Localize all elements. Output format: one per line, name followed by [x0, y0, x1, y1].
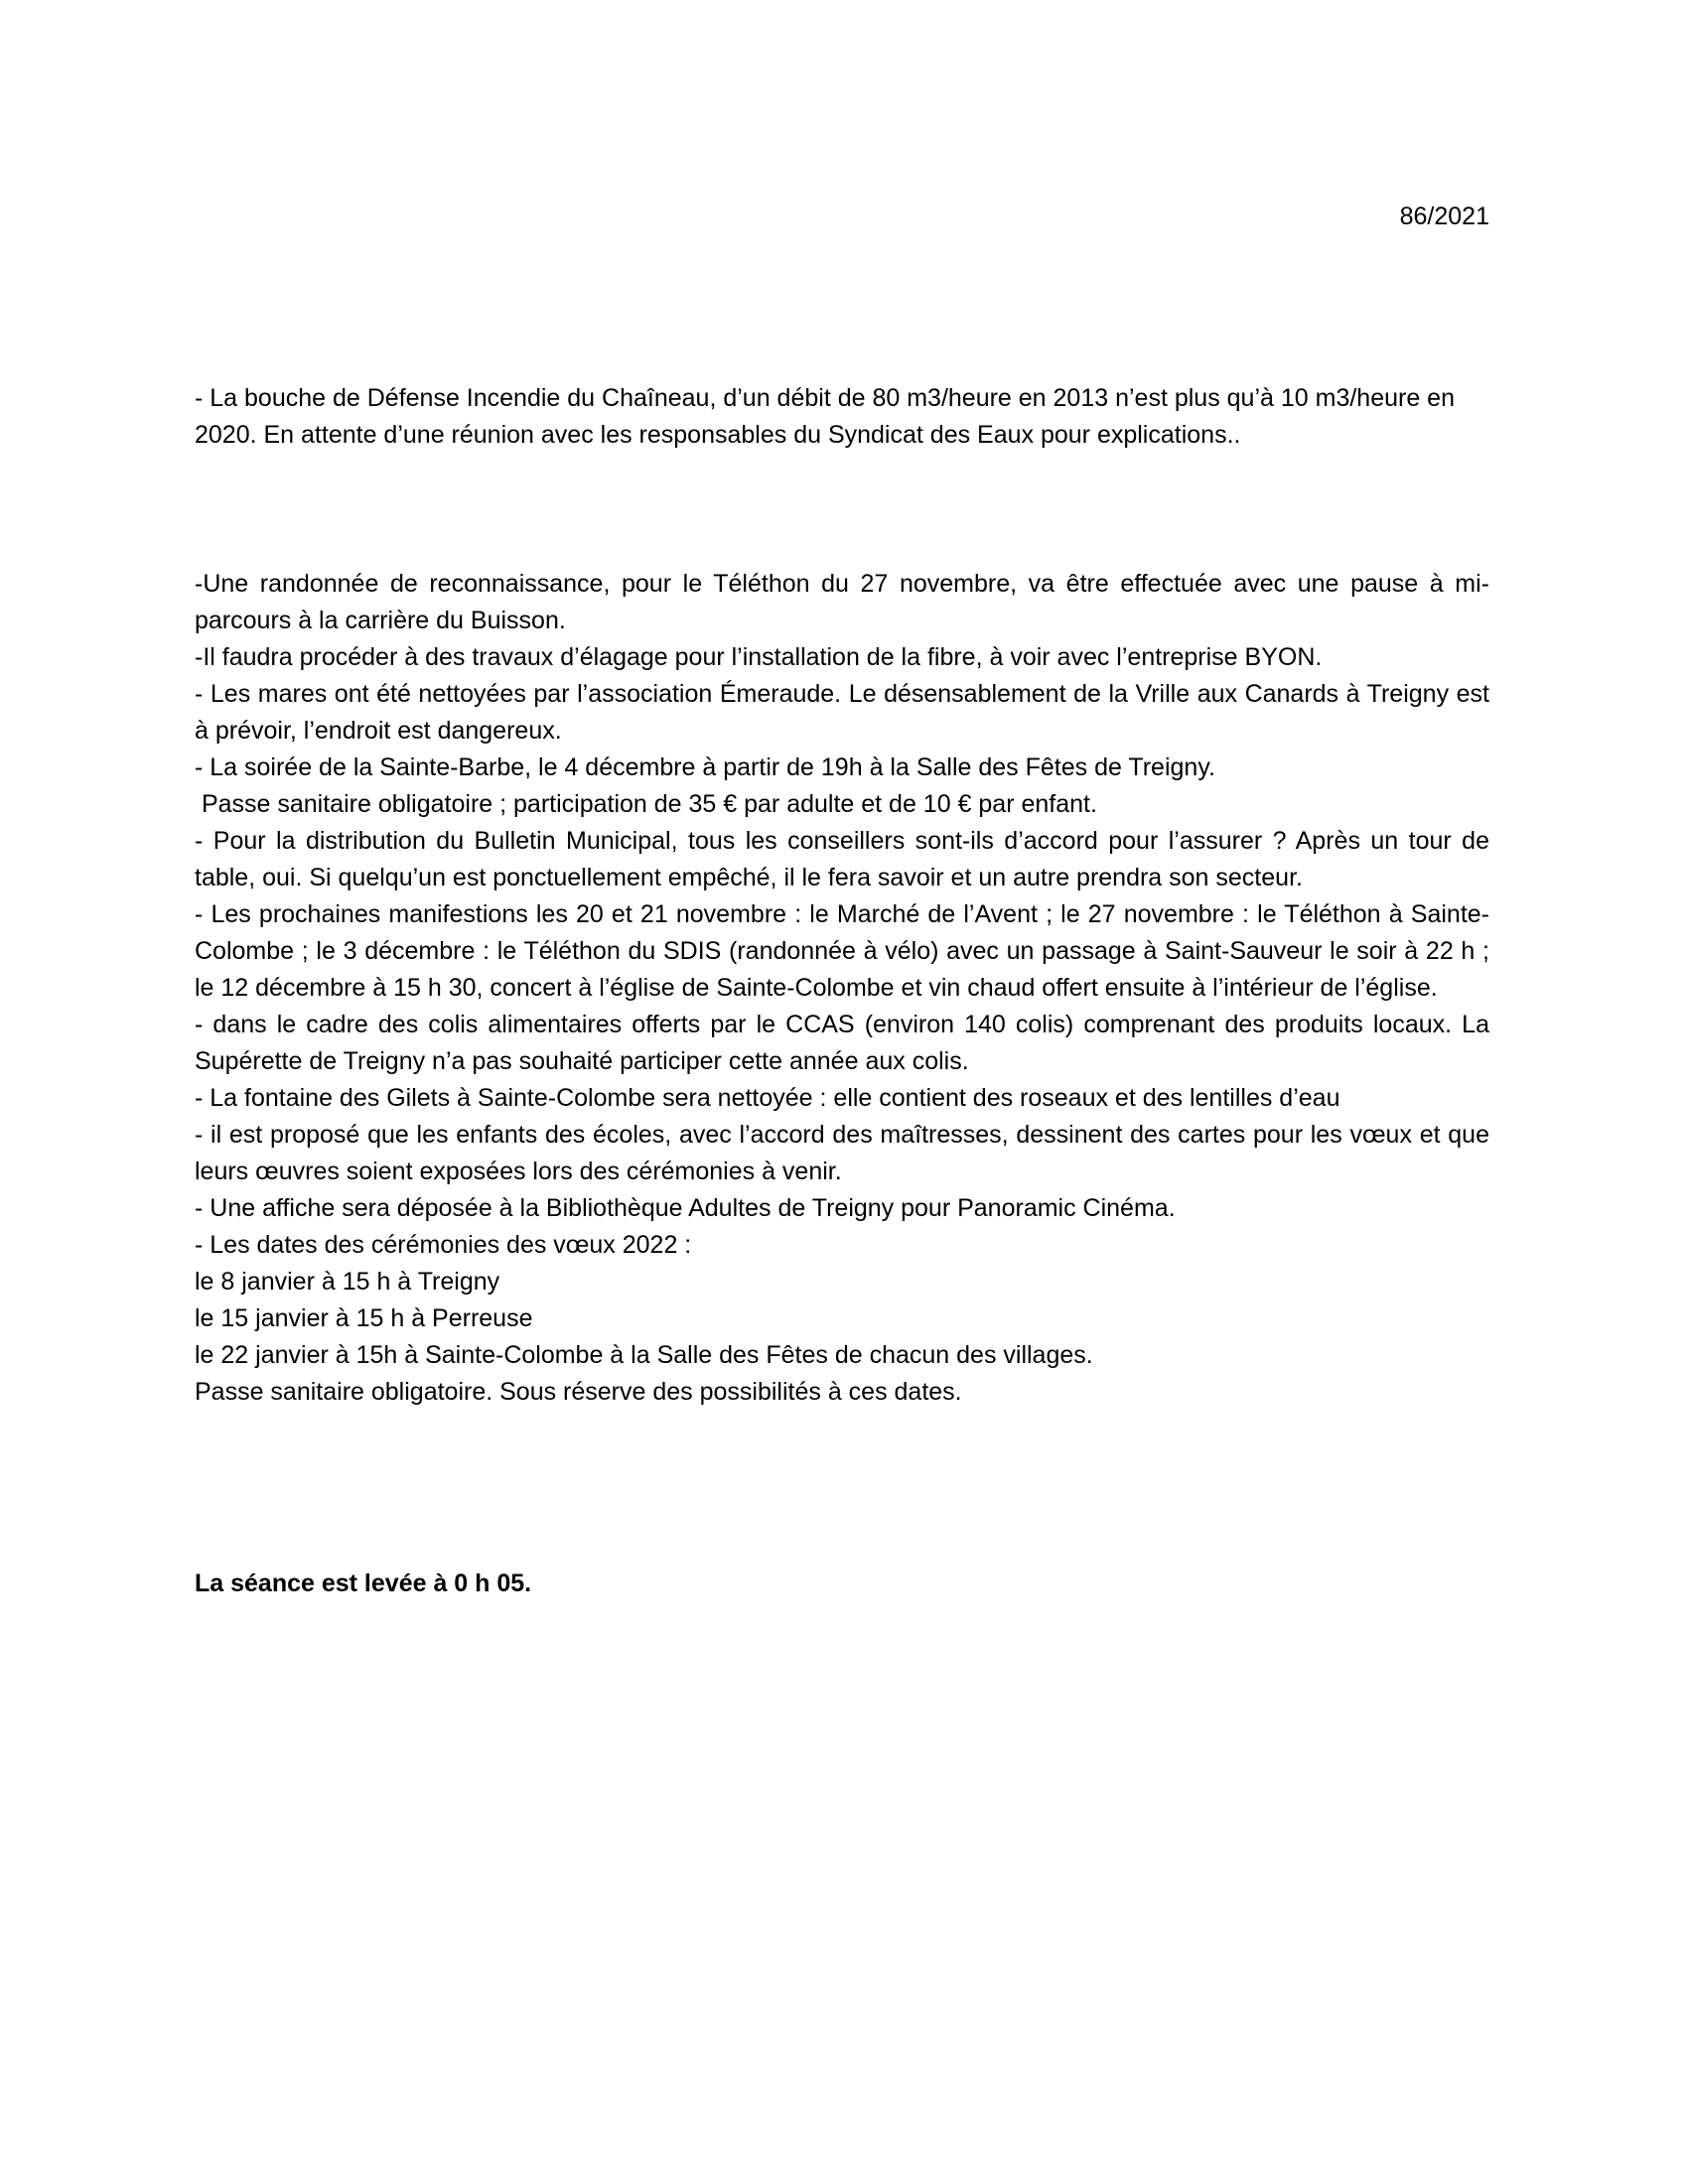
ceremony-date-treigny: le 8 janvier à 15 h à Treigny: [195, 1268, 500, 1296]
paragraph-fire-hydrant: - La bouche de Défense Incendie du Chaîneau, d’un débit de 80 m3/heure en 2013 n’est plus qu’à 10 m3/heure en 2020. En attente d’une réunion avec les responsables du Syndicat des Eaux pour explications..: [195, 384, 1455, 449]
paragraph-poster: - Une affiche sera déposée à la Bibliothèque Adultes de Treigny pour Panoramic Cinéma.: [195, 1194, 1176, 1222]
page-number: 86/2021: [1399, 203, 1489, 230]
paragraph-fountain: - La fontaine des Gilets à Sainte-Colombe sera nettoyée : elle contient des roseaux et des lentilles d’eau: [195, 1084, 1340, 1112]
paragraph-ceremony-conditions: Passe sanitaire obligatoire. Sous réserve des possibilités à ces dates.: [195, 1378, 962, 1406]
ceremony-date-sainte-colombe: le 22 janvier à 15h à Sainte-Colombe à la Salle des Fêtes de chacun des villages.: [195, 1341, 1093, 1369]
paragraph-telethon-hike: -Une randonnée de reconnaissance, pour le Téléthon du 27 novembre, va être effectuée avec une pause à mi-parcours à la carrière du Buisson.: [195, 570, 1489, 634]
paragraph-block-fire-hydrant: [195, 380, 1489, 454]
paragraph-school-cards: - il est proposé que les enfants des écoles, avec l’accord des maîtresses, dessinent des cartes pour les vœux et que leurs œuvres soient exposées lors des cérémonies à venir.: [195, 1121, 1489, 1185]
paragraph-ponds: - Les mares ont été nettoyées par l’association Émeraude. Le désensablement de la Vrille aux Canards à Treigny est à prévoir, l’endroit est dangereux.: [195, 680, 1489, 745]
paragraph-ceremony-dates-heading: - Les dates des cérémonies des vœux 2022 :: [195, 1231, 692, 1259]
paragraph-block-announcements: [195, 566, 1489, 1411]
closing-statement: La séance est levée à 0 h 05.: [195, 1570, 532, 1597]
paragraph-sainte-barbe: - La soirée de la Sainte-Barbe, le 4 décembre à partir de 19h à la Salle des Fêtes de Treigny.: [195, 753, 1215, 781]
paragraph-upcoming-events: - Les prochaines manifestions les 20 et 21 novembre : le Marché de l’Avent ; le 27 novembre : le Téléthon à Sainte-Colombe ; le 3 décembre : le Téléthon du SDIS (randonnée à vélo) avec un passage à Saint-Sauveur le soir à 22 h ; le 12 décembre à 15 h 30, concert à l’église de Sainte-Colombe et vin chaud offert ensuite à l’intérieur de l’église.: [195, 900, 1489, 1002]
paragraph-food-parcels: - dans le cadre des colis alimentaires offerts par le CCAS (environ 140 colis) comprenant des produits locaux. La Supérette de Treigny n’a pas souhaité participer cette année aux colis.: [195, 1011, 1489, 1075]
paragraph-sanitary-pass: Passe sanitaire obligatoire ; participation de 35 € par adulte et de 10 € par enfant.: [195, 790, 1097, 818]
ceremony-date-perreuse: le 15 janvier à 15 h à Perreuse: [195, 1304, 533, 1332]
paragraph-bulletin-distribution: - Pour la distribution du Bulletin Municipal, tous les conseillers sont-ils d’accord pour l’assurer ? Après un tour de table, oui. Si quelqu’un est ponctuellement empêché, il le fera savoir et un autre prendra son secteur.: [195, 827, 1489, 891]
paragraph-pruning-fiber: -Il faudra procéder à des travaux d’élagage pour l’installation de la fibre, à voir avec l’entreprise BYON.: [195, 643, 1323, 671]
